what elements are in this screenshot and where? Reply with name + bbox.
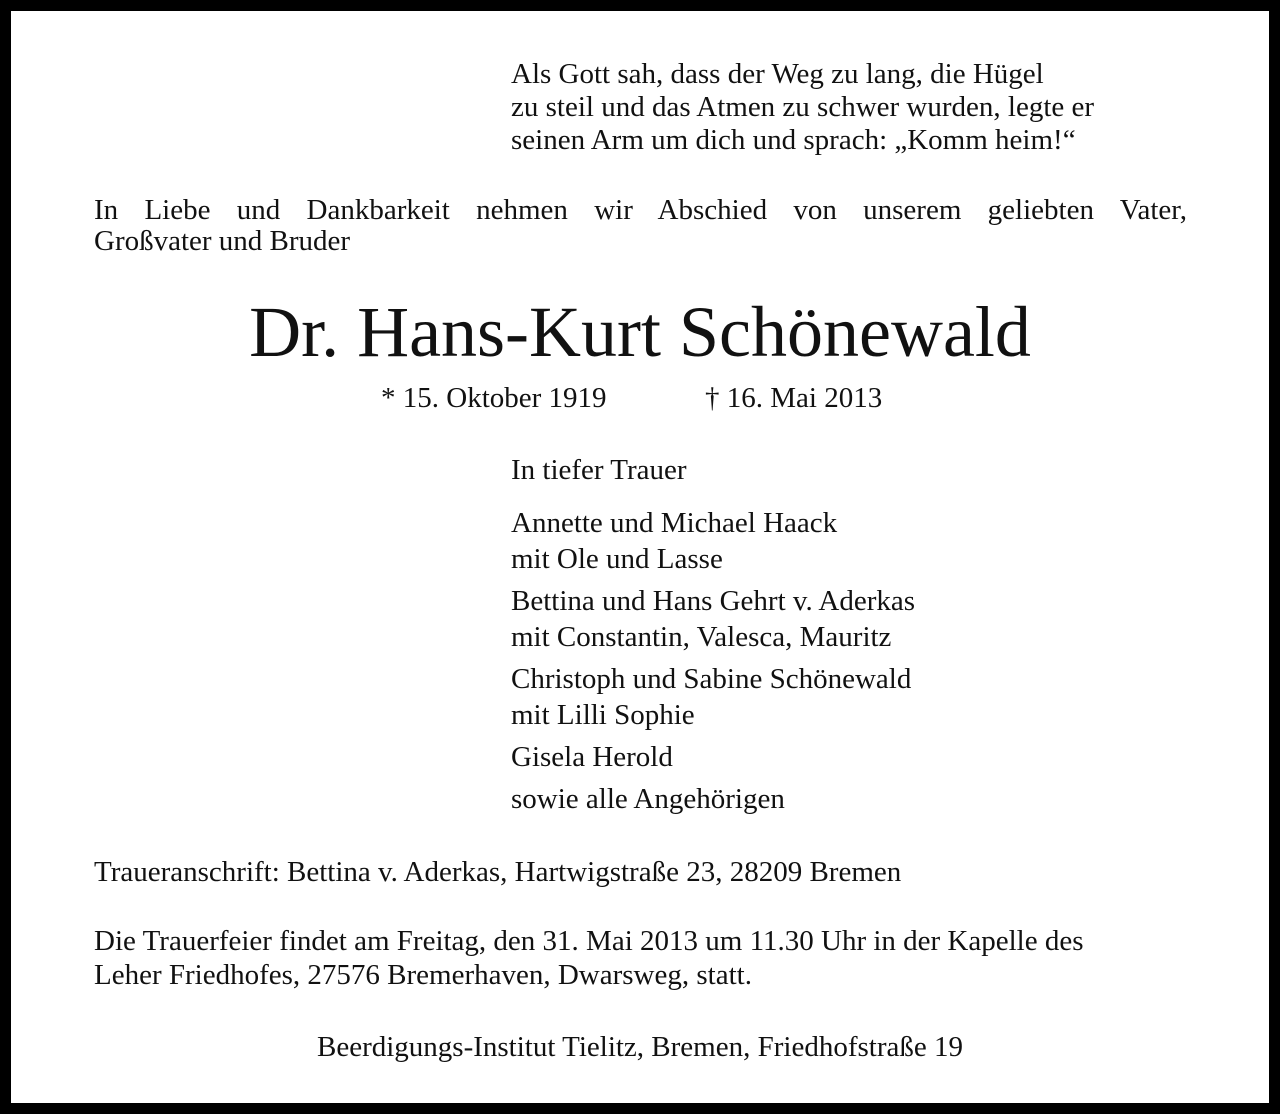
quote-line: Als Gott sah, dass der Weg zu lang, die Hügel <box>511 58 1044 90</box>
quote-line: seinen Arm um dich und sprach: „Komm heim!“ <box>511 124 1076 156</box>
birth-date: * 15. Oktober 1919 <box>381 382 607 414</box>
family-line: mit Lilli Sophie <box>511 699 695 731</box>
family-line: mit Constantin, Valesca, Mauritz <box>511 621 892 653</box>
family-line: Christoph und Sabine Schönewald <box>511 663 912 695</box>
quote-line: zu steil und das Atmen zu schwer wurden, legte er <box>511 91 1095 123</box>
intro-line: In Liebe und Dankbarkeit nehmen wir Abschied von unserem geliebten Vater, <box>94 194 1187 226</box>
death-date: † 16. Mai 2013 <box>705 382 883 414</box>
family-entry <box>511 661 915 733</box>
family-line: mit Ole und Lasse <box>511 543 723 575</box>
ceremony-line: Die Trauerfeier findet am Freitag, den 31. Mai 2013 um 11.30 Uhr in der Kapelle des <box>94 925 1084 957</box>
mourners-closing: sowie alle Angehörigen <box>511 783 785 815</box>
epitaph-quote <box>511 58 1094 157</box>
family-line: Bettina und Hans Gehrt v. Aderkas <box>511 585 916 617</box>
funeral-ceremony-info <box>94 924 1187 992</box>
family-entry <box>511 583 915 655</box>
family-line: Annette und Michael Haack <box>511 507 838 539</box>
intro-line: Großvater und Bruder <box>94 225 351 257</box>
obituary-notice <box>11 11 1269 1103</box>
mourner-single: Gisela Herold <box>511 741 673 773</box>
mourners-list <box>511 453 915 823</box>
family-entry <box>511 505 915 577</box>
condolence-address: Traueranschrift: Bettina v. Aderkas, Hartwigstraße 23, 28209 Bremen <box>94 856 902 888</box>
ceremony-line: Leher Friedhofes, 27576 Bremerhaven, Dwarsweg, statt. <box>94 959 752 991</box>
undertaker-info: Beerdigungs-Institut Tielitz, Bremen, Friedhofstraße 19 <box>317 1031 963 1063</box>
deceased-name: Dr. Hans-Kurt Schönewald <box>249 292 1031 372</box>
mourning-heading: In tiefer Trauer <box>511 454 687 486</box>
farewell-intro <box>94 195 1187 257</box>
